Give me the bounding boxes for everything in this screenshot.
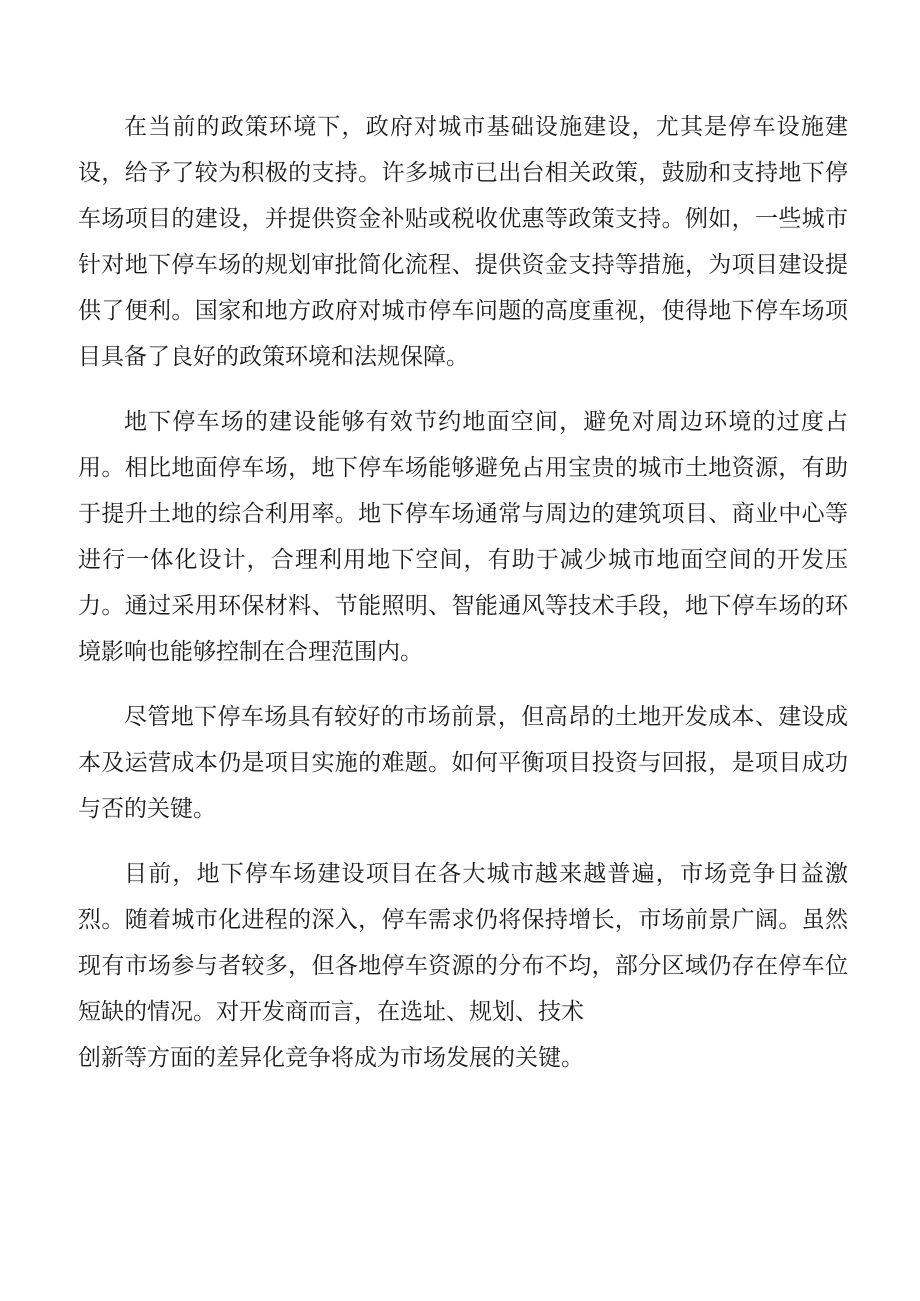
paragraph-policy-environment: 在当前的政策环境下，政府对城市基础设施建设，尤其是停车设施建设，给予了较为积极的支持。许多城市已出台相关政策，鼓励和支持地下停车场项目的建设，并提供资金补贴或税收优惠等政策支持。例如，一些城市针对地下停车场的规划审批简化流程、提供资金支持等措施，为项目建设提供了便利。国家和地方政府对城市停车问题的高度重视，使得地下停车场项目具备了良好的政策环境和法规保障。: [78, 114, 848, 370]
paragraph-space-saving: 地下停车场的建设能够有效节约地面空间，避免对周边环境的过度占用。相比地面停车场，地下停车场能够避免占用宝贵的城市土地资源，有助于提升土地的综合利用率。地下停车场通常与周边的建筑项目、商业中心等进行一体化设计，合理利用地下空间，有助于减少城市地面空间的开发压力。通过采用环保材料、节能照明、智能通风等技术手段，地下停车场的环境影响也能够控制在合理范围内。: [78, 409, 848, 665]
document-body: [78, 104, 848, 1081]
paragraph-market-competition-text: 目前，地下停车场建设项目在各大城市越来越普遍，市场竞争日益激烈。随着城市化进程的深入，停车需求仍将保持增长，市场前景广阔。虽然现有市场参与者较多，但各地停车资源的分布不均，部分区域仍存在停车位短缺的情况。对开发商而言，在选址、规划、技术: [78, 861, 848, 1025]
paragraph-cost-challenge: 尽管地下停车场具有较好的市场前景，但高昂的土地开发成本、建设成本及运营成本仍是项目实施的难题。如何平衡项目投资与回报，是项目成功与否的关键。: [78, 704, 848, 822]
paragraph-market-competition: [78, 851, 848, 1081]
paragraph-market-competition-tail: 创新等方面的差异化竞争将成为市场发展的关键。: [78, 1045, 584, 1071]
